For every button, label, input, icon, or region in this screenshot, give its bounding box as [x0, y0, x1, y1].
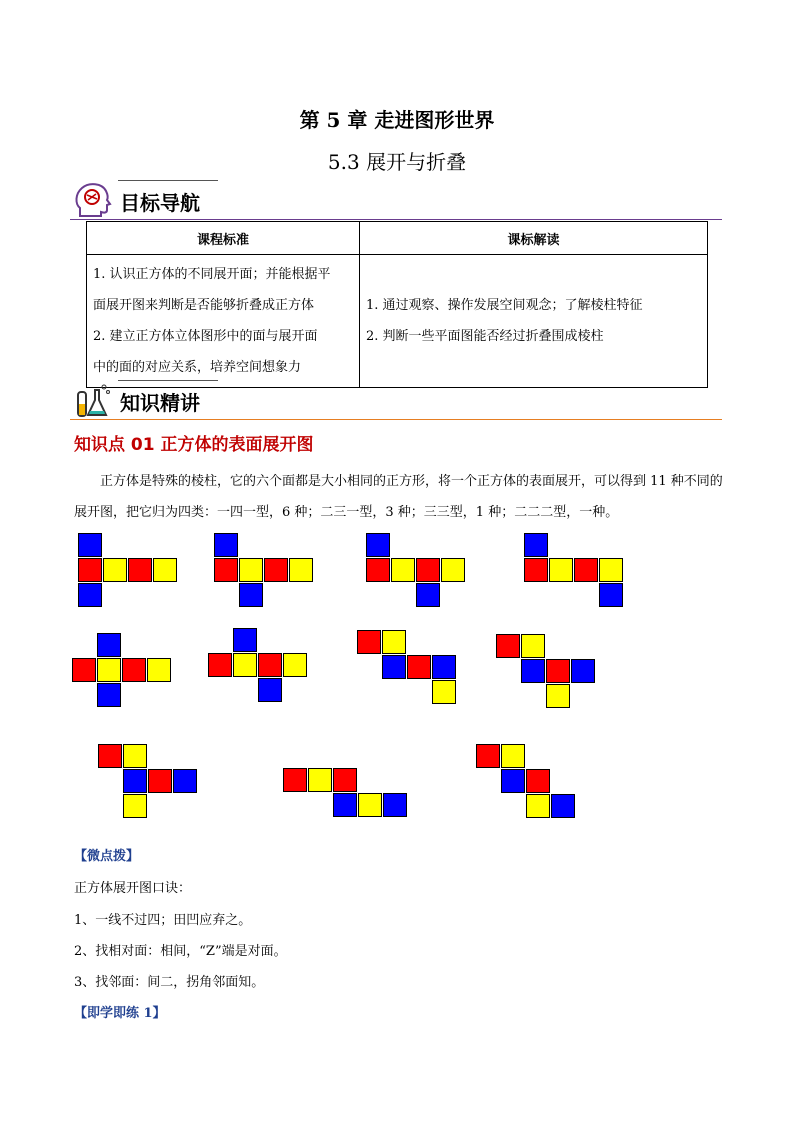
table-cell-standards: 1. 认识正方体的不同展开面；并能根据平 面展开图来判断是否能够折叠成正方体 2. 建立正方体立体图形中的面与展开面 中的面的对应关系，培养空间想象力 — [87, 255, 360, 388]
net-face — [382, 630, 406, 654]
net-face — [258, 678, 282, 702]
knowledge-section-label: 知识精讲 — [120, 391, 200, 415]
net-face — [366, 533, 390, 557]
net-face — [148, 769, 172, 793]
net-face — [72, 658, 96, 682]
net-face — [496, 634, 520, 658]
knowledge-point-title: 知识点 01 正方体的表面展开图 — [74, 435, 314, 455]
net-face — [283, 768, 307, 792]
net-face — [97, 633, 121, 657]
net-face — [432, 680, 456, 704]
net-face — [524, 533, 548, 557]
net-face — [153, 558, 177, 582]
net-face — [239, 558, 263, 582]
net-face — [383, 793, 407, 817]
tip-intro: 正方体展开图口诀： — [74, 881, 192, 896]
net-face — [214, 533, 238, 557]
net-face — [526, 769, 550, 793]
tip-line: 3、找邻面：间二，拐角邻面知。 — [74, 975, 265, 990]
lab-flask-icon — [74, 382, 112, 418]
net-face — [103, 558, 127, 582]
net-face — [97, 658, 121, 682]
net-face — [258, 653, 282, 677]
net-face — [416, 558, 440, 582]
standards-table — [86, 221, 708, 388]
net-face — [358, 793, 382, 817]
tip-line: 2、找相对面：相间，“Z”端是对面。 — [74, 944, 287, 959]
net-face — [123, 794, 147, 818]
net-face — [333, 793, 357, 817]
net-face — [78, 533, 102, 557]
chapter-title: 第 5 章 走进图形世界 — [299, 108, 495, 132]
net-face — [208, 653, 232, 677]
net-face — [526, 794, 550, 818]
net-face — [128, 558, 152, 582]
net-face — [571, 659, 595, 683]
net-face — [123, 744, 147, 768]
net-face — [97, 683, 121, 707]
net-face — [78, 558, 102, 582]
net-face — [308, 768, 332, 792]
net-face — [476, 744, 500, 768]
table-cell-interpretation: 1. 通过观察、操作发展空间观念；了解棱柱特征 2. 判断一些平面图能否经过折叠围成棱柱 — [360, 255, 708, 388]
net-face — [233, 628, 257, 652]
net-face — [551, 794, 575, 818]
section-title: 5.3 展开与折叠 — [327, 150, 467, 174]
practice-label: 【即学即练 1】 — [74, 1006, 166, 1021]
net-face — [501, 744, 525, 768]
tip-label: 【微点拨】 — [74, 849, 140, 864]
knowledge-section-header — [70, 380, 722, 420]
net-face — [549, 558, 573, 582]
table-header: 课标解读 — [360, 222, 708, 255]
net-face — [391, 558, 415, 582]
brain-head-icon — [74, 182, 112, 218]
net-face — [521, 634, 545, 658]
net-face — [599, 583, 623, 607]
net-face — [283, 653, 307, 677]
knowledge-paragraph: 正方体是特殊的棱柱，它的六个面都是大小相同的正方形，将一个正方体的表面展开，可以得到 11 种不同的展开图，把它归为四类：一四一型，6 种；二三一型，3 种；三三型，1 种；二二二型，一种。 — [74, 474, 723, 520]
net-face — [123, 769, 147, 793]
net-face — [366, 558, 390, 582]
net-face — [147, 658, 171, 682]
goal-section-label: 目标导航 — [120, 191, 200, 215]
net-face — [264, 558, 288, 582]
net-face — [78, 583, 102, 607]
net-face — [122, 658, 146, 682]
net-face — [382, 655, 406, 679]
net-face — [333, 768, 357, 792]
net-face — [546, 659, 570, 683]
net-face — [441, 558, 465, 582]
net-face — [546, 684, 570, 708]
net-face — [173, 769, 197, 793]
net-face — [521, 659, 545, 683]
net-face — [214, 558, 238, 582]
goal-section-header — [70, 180, 722, 220]
net-face — [233, 653, 257, 677]
net-face — [239, 583, 263, 607]
tip-line: 1、一线不过四；田凹应弃之。 — [74, 913, 252, 928]
net-face — [357, 630, 381, 654]
net-face — [524, 558, 548, 582]
net-face — [98, 744, 122, 768]
net-face — [407, 655, 431, 679]
net-face — [416, 583, 440, 607]
net-face — [289, 558, 313, 582]
net-face — [501, 769, 525, 793]
table-header: 课程标准 — [87, 222, 360, 255]
net-face — [574, 558, 598, 582]
net-face — [432, 655, 456, 679]
net-face — [599, 558, 623, 582]
